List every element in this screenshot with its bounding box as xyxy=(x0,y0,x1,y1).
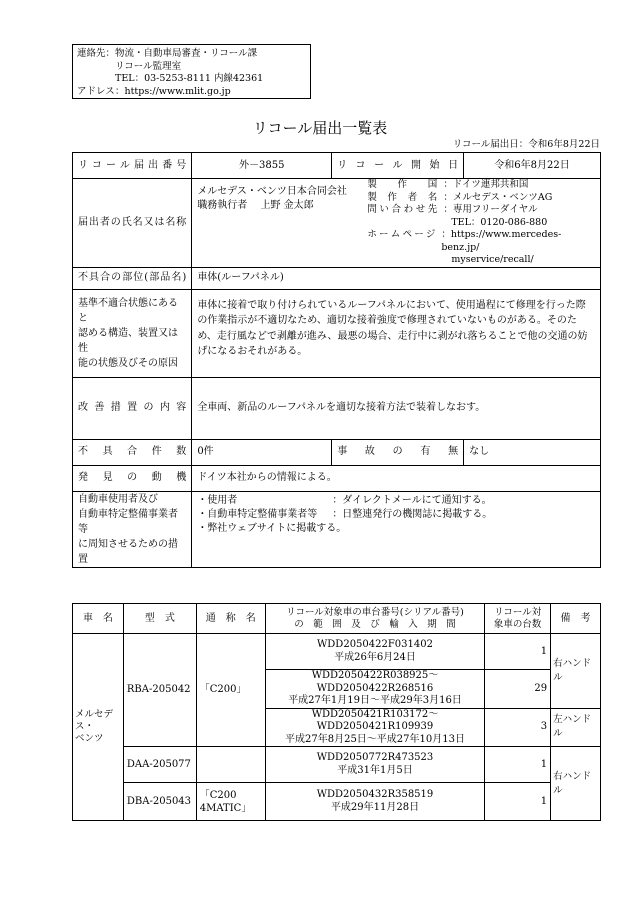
notify-2-target: ・自動車特定整備事業者等 xyxy=(197,508,318,520)
inquiry-tel: TEL：0120-086-880 xyxy=(451,216,548,228)
count-2: 29 xyxy=(485,670,551,709)
notify-1-method: ：ダイレクトメールにて通知する。 xyxy=(332,494,492,506)
notify-label-1: 自動車使用者及び xyxy=(78,493,158,505)
common-name-1: 「C200」 xyxy=(196,634,265,747)
range-2-period: 平成27年1月19日～平成29年3月16日 xyxy=(288,695,462,706)
common-name-2-line2: 4MATIC」 xyxy=(199,802,252,814)
defect-count: 0件 xyxy=(192,439,332,465)
range-3-serial: WDD2050421R103172～WDD2050421R109939 xyxy=(311,708,439,732)
contact-line1: 物流・自動車局審査・リコール課 xyxy=(115,48,258,59)
recall-no-label: リコール届出番号 xyxy=(78,159,187,171)
part: 車体(ルーフパネル) xyxy=(192,267,601,289)
header-range-2: の 範 囲 及 び 輸 入 期 間 xyxy=(294,618,456,630)
measure-label: 改善措置の内容 xyxy=(78,402,187,413)
cause-label-2: 認める構造、装置又は性 xyxy=(78,327,178,354)
range-1-period: 平成26年6月24日 xyxy=(334,651,416,663)
contact-line2: リコール監理室 xyxy=(115,60,182,72)
count-1: 1 xyxy=(485,634,551,670)
applicant-name: メルセデス・ベンツ日本合同会社 xyxy=(197,186,347,197)
contact-line3: TEL：03-5253-8111 内線42361 xyxy=(115,73,264,84)
accident: なし xyxy=(464,439,601,465)
country: ：ドイツ連邦共和国 xyxy=(443,179,529,190)
discovery: ドイツ本社からの情報による。 xyxy=(192,465,601,491)
discovery-label: 発見の動機 xyxy=(78,472,187,483)
header-car-name: 車 名 xyxy=(73,604,124,634)
notify-1-target: ・使用者 xyxy=(197,494,238,506)
affected-vehicles-table xyxy=(72,603,601,821)
start-date: 令和6年8月22日 xyxy=(464,153,601,179)
maker: ：メルセデス・ベンツAG xyxy=(443,191,553,203)
inquiry: ：専用フリーダイヤル xyxy=(443,204,538,215)
car-name-2: ベンツ xyxy=(75,733,104,744)
notify-2-method: ：日整連発行の機関誌に掲載する。 xyxy=(332,508,493,520)
applicant-label: 届出者の氏名又は名称 xyxy=(78,216,187,228)
country-label: 製作国 xyxy=(367,179,438,190)
address-link[interactable]: ：https://www.mlit.go.jp xyxy=(115,85,231,97)
part-label: 不具合の部位(部品名) xyxy=(78,272,187,283)
range-1-serial: WDD2050422F031402 xyxy=(317,639,433,650)
header-note: 備 考 xyxy=(551,604,601,634)
range-4-period: 平成31年1月5日 xyxy=(337,764,413,776)
common-name-2-line1: 「C200 xyxy=(199,789,237,801)
recall-no: 外－3855 xyxy=(192,153,332,179)
homepage-link-cont[interactable]: myservice/recall/ xyxy=(451,254,534,265)
header-common-name: 通 称 名 xyxy=(196,604,265,634)
notify-label-2: 自動車特定整備事業者等 xyxy=(78,508,178,535)
count-4: 1 xyxy=(485,747,551,783)
maker-label: 製作者名 xyxy=(367,191,438,203)
note-right-hand-1: 右ハンドル xyxy=(551,634,601,709)
range-5-serial: WDD2050432R358519 xyxy=(316,789,434,800)
cause-label-1: 基準不適合状態にあると xyxy=(78,297,178,324)
applicant-rep: 職務執行者 上野 金太郎 xyxy=(197,200,314,211)
homepage-link[interactable]: ：https://www.mercedes-benz.jp/ xyxy=(441,229,562,253)
count-3: 3 xyxy=(485,708,551,747)
contact-label: 連絡先： xyxy=(77,48,116,59)
cause-label-3: 能の状態及びその原因 xyxy=(78,357,178,369)
cause-text: 車体に接着で取り付けられているルーフパネルにおいて、使用過程にて修理を行った際の作業指示が不適切なため、適切な接着強度で修理されていないものがある。そのため、走行風などで剥離が進み、最悪の場合、走行中に剥がれ落ちることで他の交通の妨げになるおそれがある。 xyxy=(192,289,601,377)
range-2-serial: WDD2050422R038925～WDD2050422R268516 xyxy=(311,670,439,694)
inquiry-label: 問い合わせ先 xyxy=(367,204,438,215)
model-2: DAA-205077 xyxy=(123,747,196,783)
address-label: アドレス xyxy=(77,85,115,97)
contact-box xyxy=(72,44,311,99)
header-model: 型 式 xyxy=(123,604,196,634)
car-name-1: メルセデス・ xyxy=(75,709,114,732)
accident-label: 事故の有無 xyxy=(337,446,459,457)
model-1: RBA-205042 xyxy=(123,634,196,747)
range-5-period: 平成29年11月28日 xyxy=(330,801,420,813)
defect-count-label: 不具合件数 xyxy=(78,446,187,457)
count-5: 1 xyxy=(485,783,551,821)
notify-label-3: に周知させるための措置 xyxy=(78,538,178,565)
model-3: DBA-205043 xyxy=(123,783,196,821)
start-label: リコール開始日 xyxy=(337,159,459,171)
header-count-2: 象車の台数 xyxy=(493,618,542,630)
homepage-label: ホームページ xyxy=(367,229,436,240)
header-range-1: リコール対象車の車台番号(シリアル番号) xyxy=(286,606,464,618)
note-right-hand-2: 右ハンドル xyxy=(551,747,601,821)
note-left-hand: 左ハンドル xyxy=(551,708,601,747)
submit-date: リコール届出日：令和6年8月22日 xyxy=(452,139,600,150)
notify-3: ・弊社ウェブサイトに掲載する。 xyxy=(197,522,347,534)
recall-info-table xyxy=(72,152,601,568)
header-count-1: リコール対 xyxy=(494,606,542,618)
range-3-period: 平成27年8月25日～平成27年10月13日 xyxy=(285,733,465,745)
range-4-serial: WDD2050772R473523 xyxy=(316,752,434,763)
measure: 全車両、新品のルーフパネルを適切な接着方法で装着しなおす。 xyxy=(192,377,601,439)
page-title: リコール届出一覧表 xyxy=(252,119,388,137)
